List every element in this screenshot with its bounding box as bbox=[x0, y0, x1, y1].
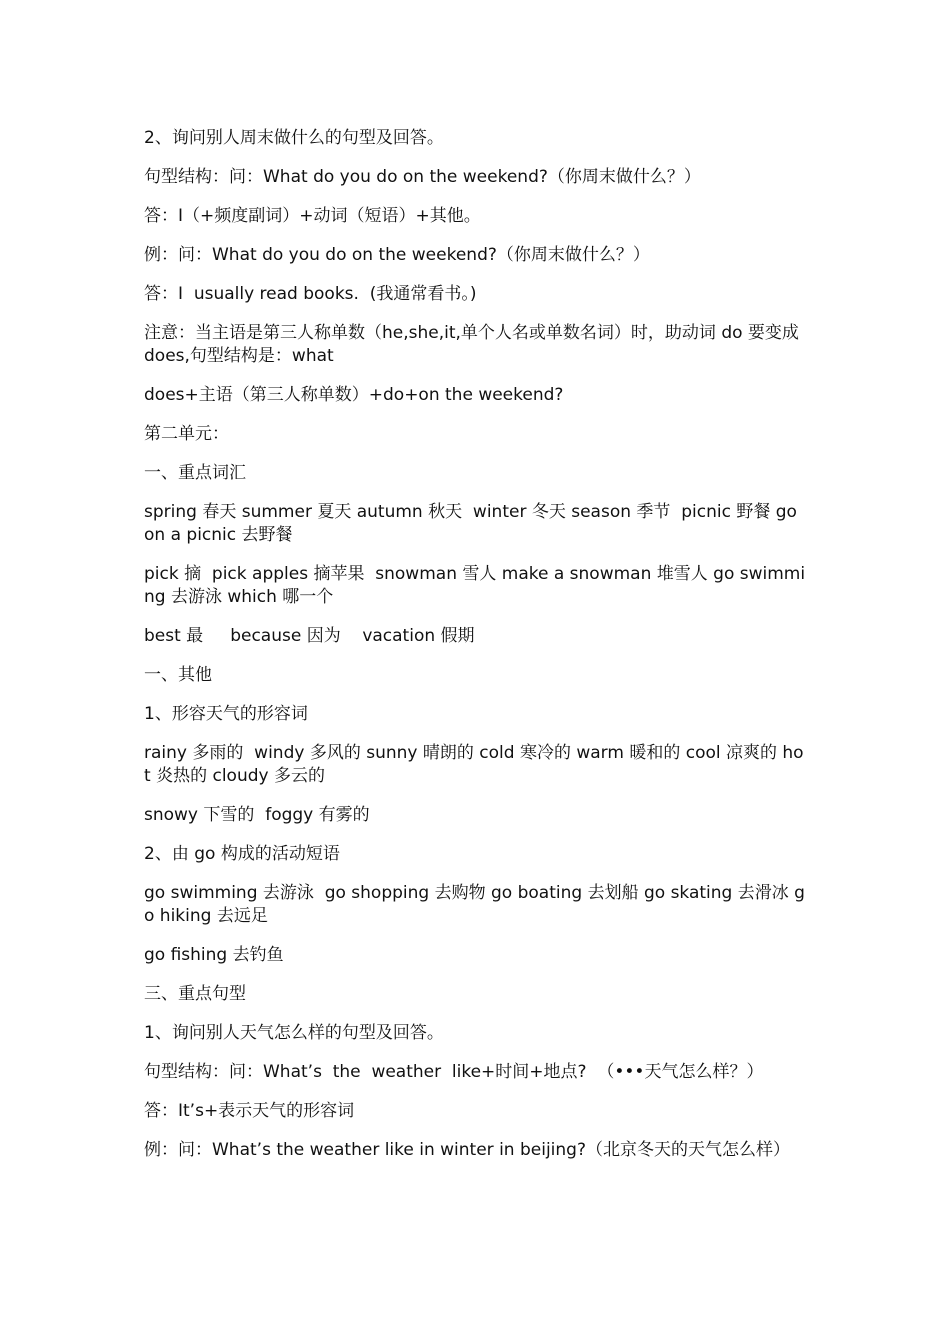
paragraph-weather-adjectives-more: snowy 下雪的 foggy 有雾的 bbox=[144, 805, 370, 825]
paragraph-go-phrases-list: go swimming 去游泳 go shopping 去购物 go boating 去划船 go skating 去滑冰 go hiking 去远足 bbox=[144, 883, 805, 926]
paragraph-does-structure: does+主语（第三人称单数）+do+on the weekend? bbox=[144, 385, 564, 405]
paragraph-weather-adjectives-list: rainy 多雨的 windy 多风的 sunny 晴朗的 cold 寒冷的 warm 暖和的 cool 凉爽的 hot 炎热的 cloudy 多云的 bbox=[144, 743, 804, 786]
paragraph-weather-answer-structure: 答：It’s+表示天气的形容词 bbox=[144, 1101, 355, 1121]
paragraph-weather-pattern-structure: 句型结构：问：What’s the weather like+时间+地点? （•••天气怎么样？） bbox=[144, 1062, 764, 1082]
paragraph-go-fishing: go fishing 去钓鱼 bbox=[144, 945, 284, 965]
paragraph-answer-structure: 答：I（+频度副词）+动词（短语）+其他。 bbox=[144, 206, 481, 226]
paragraph-unit-two-heading: 第二单元： bbox=[144, 424, 229, 444]
paragraph-example-answer: 答：I usually read books. (我通常看书。) bbox=[144, 284, 477, 304]
paragraph-vocabulary-misc: best 最 because 因为 vacation 假期 bbox=[144, 626, 475, 646]
paragraph-example-question: 例：问：What do you do on the weekend?（你周末做什么？） bbox=[144, 245, 650, 265]
paragraph-weather-question-heading: 1、询问别人天气怎么样的句型及回答。 bbox=[144, 1023, 444, 1043]
paragraph-key-vocabulary-heading: 一、重点词汇 bbox=[144, 463, 246, 483]
document-body bbox=[144, 127, 806, 1178]
paragraph-note-third-person: 注意：当主语是第三人称单数（he,she,it,单个人名或单数名词）时，助动词 do 要变成 does,句型结构是：what bbox=[144, 323, 805, 366]
paragraph-vocabulary-seasons: spring 春天 summer 夏天 autumn 秋天 winter 冬天 season 季节 picnic 野餐 go on a picnic 去野餐 bbox=[144, 502, 803, 545]
paragraph-vocabulary-activities: pick 摘 pick apples 摘苹果 snowman 雪人 make a snowman 堆雪人 go swimming 去游泳 which 哪一个 bbox=[144, 564, 806, 607]
paragraph-others-heading: 一、其他 bbox=[144, 665, 212, 685]
paragraph-key-sentences-heading: 三、重点句型 bbox=[144, 984, 246, 1004]
paragraph-sentence-pattern-weekend-heading: 2、询问别人周末做什么的句型及回答。 bbox=[144, 128, 444, 148]
paragraph-weather-adjectives-heading: 1、形容天气的形容词 bbox=[144, 704, 308, 724]
paragraph-weather-example: 例：问：What’s the weather like in winter in beijing?（北京冬天的天气怎么样） bbox=[144, 1140, 790, 1160]
paragraph-go-phrases-heading: 2、由 go 构成的活动短语 bbox=[144, 844, 340, 864]
paragraph-pattern-structure: 句型结构：问：What do you do on the weekend?（你周末做什么？） bbox=[144, 167, 701, 187]
